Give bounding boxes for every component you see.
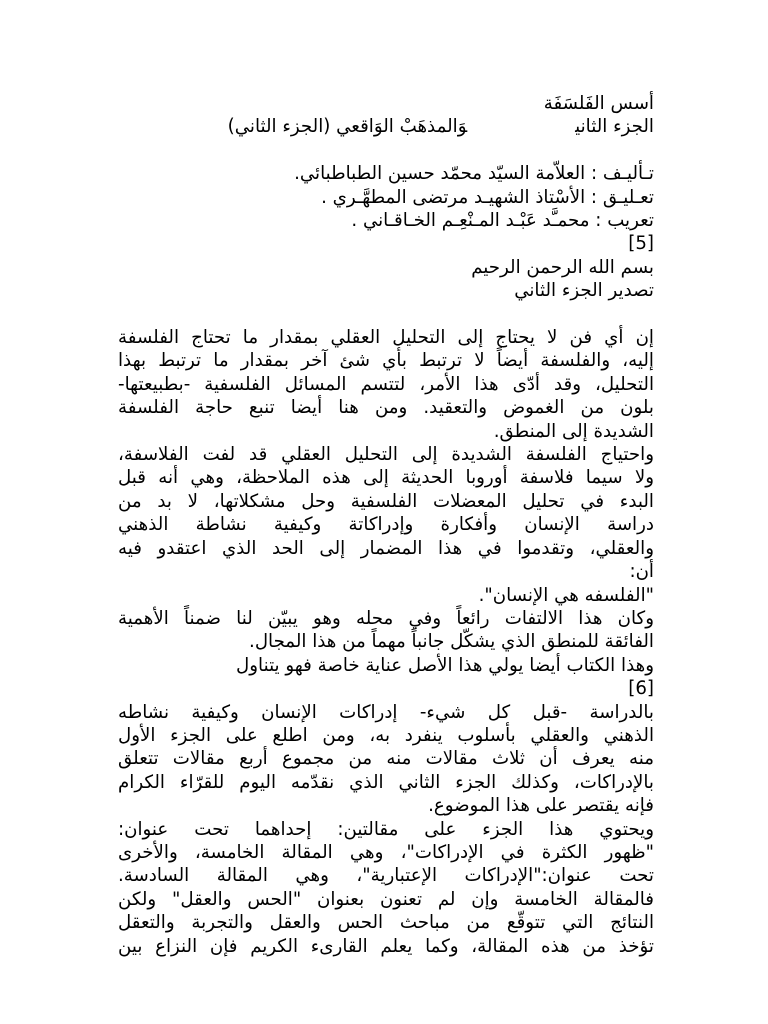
document-body (118, 92, 654, 958)
header-row (118, 115, 654, 138)
text-line: البدء في تحليل المعضلات الفلسفية وحل مشكلاتها، لا بد من (118, 490, 654, 512)
text-line: تؤخذ من هذه المقالة، وكما يعلم القارىء الكريم فإن النزاع بين (118, 935, 654, 957)
text-line: بالدراسة -قبل كل شيء- إدراكات الإنسان وكيفية نشاطه (118, 701, 654, 723)
text-line: والعقلي، وتقدموا في هذا المضمار إلى الحد الذي اعتقدو فيه (118, 537, 654, 559)
text-line: وهذا الكتاب أيضا يولي هذا الأصل عناية خاصة فهو يتناول (236, 654, 654, 676)
subtitle: وَالمذهَبْ الوَاقعي (الجزء الثاني) (227, 116, 468, 138)
spacer (118, 303, 654, 326)
book-title: أسس الفَلسَفَة (543, 93, 654, 114)
page-marker: [6] (628, 678, 654, 700)
spacer (118, 139, 654, 162)
text-line: ولا سيما فلاسفة أوروبا الحديثة إلى هذه الملاحظة، وهي أنه قبل (118, 467, 654, 489)
paragraph-block-1 (118, 326, 654, 677)
text-line: واحتياج الفلسفة الشديدة إلى التحليل العقلي قد لفت الفلاسفة، (118, 444, 654, 466)
text-line: دراسة الإنسان وأفكارة وإدراكاتة وكيفية نشاطة الذهني (118, 514, 654, 536)
section-title: تصدير الجزء الثاني (514, 280, 654, 302)
text-line: الفائقة للمنطق الذي يشكّل جانباً مهماً من هذا المجال. (249, 631, 654, 653)
text-line: "ظهور الكثرة في الإدراكات"، وهي المقالة الخامسة، والأخرى (118, 841, 654, 863)
page-marker: [5] (628, 233, 654, 255)
text-line: أن: (629, 561, 654, 583)
text-line: وكان هذا الالتفات رائعاً وفي محله وهو يبيّن لنا ضمناً الأهمية (118, 607, 654, 629)
commentary-line: تعـليـق : الأسْتاذ الشهيـد مرتضى المطهَّـري . (321, 186, 654, 208)
text-line: بالإدراكات، وكذلك الجزء الثاني الذي نقدّمه اليوم للقرّاء الكرام (118, 771, 654, 793)
text-line: "الفلسفه هي الإنسان". (478, 584, 654, 606)
text-line: إن أي فن لا يحتاج إلى التحليل العقلي بمقدار ما تحتاج الفلسفة (118, 327, 654, 349)
basmala: بسم الله الرحمن الرحيم (471, 256, 654, 278)
text-line: النتائج التي تتوقّع من مباحث الحس والعقل والتجربة والتعقل (118, 912, 654, 934)
text-line: الشديدة إلى المنطق. (493, 420, 654, 442)
text-line: التحليل، وقد أدّى هذا الأمر، لتتسم المسائل الفلسفية -بطبيعتها- (118, 373, 654, 395)
text-line: منه يعرف أن ثلاث مقالات منه من مجموع أربع مقالات تتعلق (118, 748, 654, 770)
text-line: فإنه يقتصر على هذا الموضوع. (428, 795, 654, 817)
text-line: بلون من الغموض والتعقيد. ومن هنا أيضا تنبع حاجة الفلسفة (118, 397, 654, 419)
part-label: الجزء الثاني (575, 116, 654, 138)
paragraph-block-2 (118, 701, 654, 958)
translation-line: تعريب : محمـَّد عَبْـد المـنْعِـم الخـاقـاني . (351, 210, 654, 232)
text-line: ويحتوي هذا الجزء على مقالتين: إحداهما تحت عنوان: (118, 818, 654, 840)
text-line: إليه، والفلسفة أيضاً لا ترتبط بأي شئ آخر بمقدار ما ترتبط بهذا (118, 350, 654, 372)
text-line: تحت عنوان:"الإدراكات الإعتبارية"، وهي المقالة السادسة. (118, 865, 654, 887)
author-line: تـأليـف : العلاّمة السيّد محمّد حسين الطباطبائي. (294, 163, 654, 185)
text-line: فالمقالة الخامسة وإن لم تعنون بعنوان "الحس والعقل" ولكن (118, 888, 654, 910)
text-line: الذهني والعقلي بأسلوب ينفرد به، ومن اطلع على الجزء الأول (118, 724, 654, 746)
